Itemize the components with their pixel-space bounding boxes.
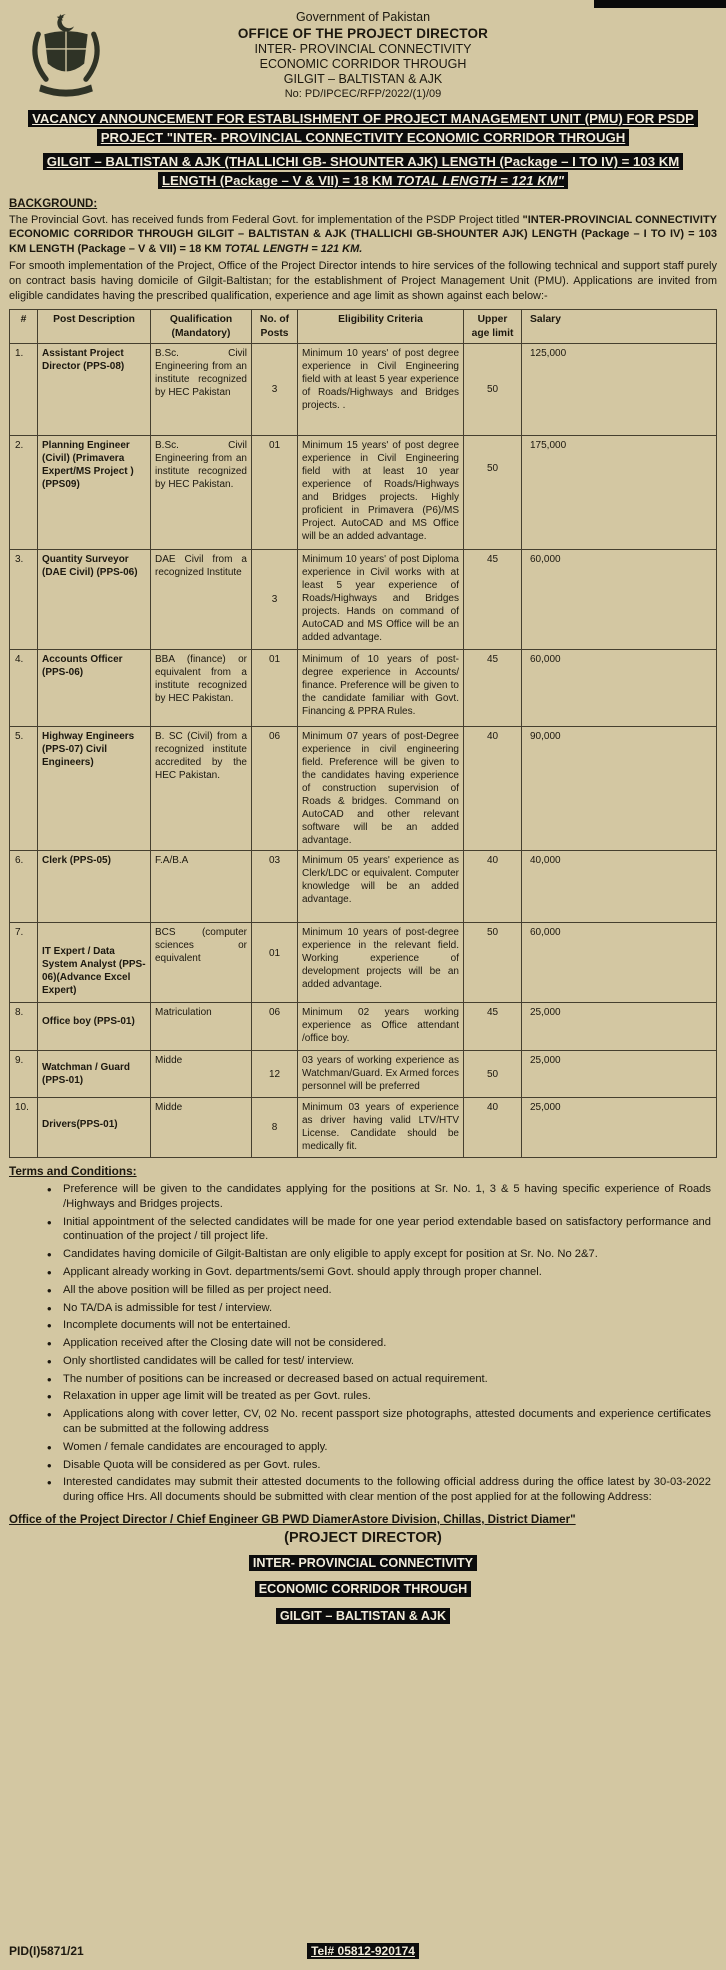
cell-criteria: Minimum 07 years of post-Degree experience in civil engineering field. Preference will be given to the candidates having experience of construction supervision of Roads & bridges. Command on AutoCAD and other relevant software will be an added advantage. <box>298 727 464 851</box>
cell-salary: 60,000 <box>522 650 717 727</box>
project-length-total: TOTAL LENGTH = 121 KM" <box>396 173 564 189</box>
vacancy-title-block <box>19 109 707 147</box>
cell-post: Office boy (PPS-01) <box>38 1003 151 1051</box>
cell-age: 50 <box>464 344 522 436</box>
cell-post: Watchman / Guard (PPS-01) <box>38 1051 151 1098</box>
column-header: Qualification (Mandatory) <box>151 310 252 344</box>
term-item: • Interested candidates may submit their attested documents to the following official address during the office latest by 30-03-2022 during office Hrs. All documents should be submitted with clear mention of the post applied for at the following Address: <box>47 1475 711 1505</box>
cell-posts: 3 <box>252 550 298 650</box>
cell-posts: 06 <box>252 727 298 851</box>
cell-post: Assistant Project Director (PPS-08) <box>38 344 151 436</box>
table-row <box>10 344 717 436</box>
cell-qualification: Matriculation <box>151 1003 252 1051</box>
table-row <box>10 1051 717 1098</box>
cell-criteria: Minimum of 10 years of post-degree experience in Accounts/ finance. Preference will be given to the candidate familiar with Govt. Financing & PPRA Rules. <box>298 650 464 727</box>
cell-sn: 6. <box>10 851 38 923</box>
table-row <box>10 923 717 1003</box>
term-item: • All the above position will be filled as per project need. <box>47 1283 711 1298</box>
term-item: • No TA/DA is admissible for test / interview. <box>47 1301 711 1316</box>
footer-highlight-lines <box>9 1550 717 1629</box>
table-row <box>10 1003 717 1051</box>
header-line-3: GILGIT – BALTISTAN & AJK <box>283 72 443 86</box>
terms-heading: Terms and Conditions: <box>9 1164 137 1179</box>
project-director-signature: (PROJECT DIRECTOR) <box>284 1529 442 1546</box>
cell-post: Clerk (PPS-05) <box>38 851 151 923</box>
cell-criteria: Minimum 10 years' of post Diploma experience in Civil works with at least 5 year experience of Roads/Highways and Bridges projects. Hands on command of AutoCAD and MS Office will be an added advantage. <box>298 550 464 650</box>
background-para-1-project-title: "INTER-PROVINCIAL CONNECTIVITY ECONOMIC CORRIDOR THROUGH GILGIT – BALTISTAN & AJK (THALLICHI GB-SHOUNTER AJK) LENGTH (Package – I TO IV) = 103 KM LENGTH (Package – V & VII) = 18 KM <box>9 213 717 255</box>
telephone-number: Tel# 05812-920174 <box>307 1943 419 1959</box>
terms-list <box>47 1182 717 1505</box>
cell-posts: 03 <box>252 851 298 923</box>
cell-age: 50 <box>464 923 522 1003</box>
cell-post: Quantity Surveyor (DAE Civil) (PPS-06) <box>38 550 151 650</box>
column-header: No. of Posts <box>252 310 298 344</box>
cell-salary: 175,000 <box>522 436 717 550</box>
term-item: • Relaxation in upper age limit will be treated as per Govt. rules. <box>47 1389 711 1404</box>
cell-sn: 7. <box>10 923 38 1003</box>
vacancy-title-text: VACANCY ANNOUNCEMENT FOR ESTABLISHMENT OF PROJECT MANAGEMENT UNIT (PMU) FOR PSDP PROJECT "INTER- PROVINCIAL CONNECTIVITY ECONOMIC CORRIDOR THROUGH <box>28 110 698 146</box>
submission-address: Office of the Project Director / Chief Engineer GB PWD DiamerAstore Division, Chillas, District Diamer" <box>9 1512 576 1526</box>
footer-hl-line-3: GILGIT – BALTISTAN & AJK <box>276 1608 450 1624</box>
cell-qualification: Midde <box>151 1098 252 1158</box>
header-line-2: ECONOMIC CORRIDOR THROUGH <box>259 57 467 71</box>
term-item: • Women / female candidates are encouraged to apply. <box>47 1440 711 1455</box>
telephone-wrap <box>159 1944 567 1958</box>
government-line: Government of Pakistan <box>295 10 431 24</box>
cell-qualification: B.Sc. Civil Engineering from an institute recognized by HEC Pakistan <box>151 344 252 436</box>
cell-criteria: Minimum 10 years' of post degree experience in Civil Engineering field with at least 5 year experience of Roads/Highways and Bridges projects. . <box>298 344 464 436</box>
table-row <box>10 650 717 727</box>
cell-salary: 60,000 <box>522 550 717 650</box>
term-item: • Applications along with cover letter, CV, 02 No. recent passport size photographs, attested documents and experience certificates can be submitted at the following address <box>47 1407 711 1437</box>
table-row <box>10 436 717 550</box>
table-row <box>10 851 717 923</box>
cell-age: 40 <box>464 851 522 923</box>
term-item: • Incomplete documents will not be entertained. <box>47 1318 711 1333</box>
page-header <box>9 6 717 106</box>
term-item: • Candidates having domicile of Gilgit-Baltistan are only eligible to apply except for position at Sr. No. No 2&7. <box>47 1247 711 1262</box>
cell-salary: 25,000 <box>522 1003 717 1051</box>
cell-sn: 2. <box>10 436 38 550</box>
cell-post: Planning Engineer (Civil) (Primavera Expert/MS Project ) (PPS09) <box>38 436 151 550</box>
term-item: • Preference will be given to the candidates applying for the positions at Sr. No. 1, 3 & 5 having specific experience of Roads /Highways and Bridges projects. <box>47 1182 711 1212</box>
cell-posts: 12 <box>252 1051 298 1098</box>
background-para-1-total-length: TOTAL LENGTH = 121 KM. <box>224 242 363 255</box>
column-header: Upper age limit <box>464 310 522 344</box>
cell-salary: 40,000 <box>522 851 717 923</box>
vacancy-table-head-row <box>10 310 717 344</box>
cell-sn: 9. <box>10 1051 38 1098</box>
cell-criteria: 03 years of working experience as Watchman/Guard. Ex Armed forces personnel will be preferred <box>298 1051 464 1098</box>
cell-post: Drivers(PPS-01) <box>38 1098 151 1158</box>
vacancy-table <box>9 309 717 1158</box>
term-item: • The number of positions can be increased or decreased based on actual requirement. <box>47 1372 711 1387</box>
cell-post: Accounts Officer (PPS-06) <box>38 650 151 727</box>
cell-criteria: Minimum 05 years' experience as Clerk/LDC or equivalent. Computer knowledge will be an added advantage. <box>298 851 464 923</box>
project-length-main: GILGIT – BALTISTAN & AJK (THALLICHI GB- SHOUNTER AJK) LENGTH (Package – I TO IV) = 103 KM LENGTH (Package – V & VII) = 18 KM <box>46 154 680 189</box>
cell-criteria: Minimum 02 years working experience as Office attendant /office boy. <box>298 1003 464 1051</box>
terms-section <box>9 1164 717 1508</box>
cell-qualification: BBA (finance) or equivalent from a institute recognized by HEC Pakistan. <box>151 650 252 727</box>
column-header: Post Description <box>38 310 151 344</box>
office-title: OFFICE OF THE PROJECT DIRECTOR <box>237 26 489 41</box>
cell-criteria: Minimum 15 years' of post degree experience in Civil Engineering field with at least 10 year experience of Roads/Highways and Bridges projects. Highly proficient in Primavera (P6)/MS Project. AutoCAD and MS Office will be an added advantage. <box>298 436 464 550</box>
reference-number: No: PD/IPCEC/RFP/2022/(1)/09 <box>284 88 442 100</box>
table-row <box>10 1098 717 1158</box>
cell-posts: 01 <box>252 436 298 550</box>
cell-age: 45 <box>464 650 522 727</box>
cell-sn: 8. <box>10 1003 38 1051</box>
term-item: • Applicant already working in Govt. departments/semi Govt. should apply through proper channel. <box>47 1265 711 1280</box>
cell-posts: 01 <box>252 650 298 727</box>
cell-age: 40 <box>464 1098 522 1158</box>
column-header: # <box>10 310 38 344</box>
table-row <box>10 550 717 650</box>
table-row <box>10 727 717 851</box>
cell-qualification: DAE Civil from a recognized Institute <box>151 550 252 650</box>
pid-number: PID(I)5871/21 <box>9 1944 84 1958</box>
cell-salary: 25,000 <box>522 1098 717 1158</box>
background-para-1-intro: The Provincial Govt. has received funds from Federal Govt. for implementation of the PSDP Project titled <box>9 213 523 226</box>
cell-qualification: Midde <box>151 1051 252 1098</box>
term-item: • Application received after the Closing date will not be considered. <box>47 1336 711 1351</box>
cell-sn: 10. <box>10 1098 38 1158</box>
cell-qualification: B. SC (Civil) from a recognized institute accredited by the HEC Pakistan. <box>151 727 252 851</box>
footer-hl-line-2: ECONOMIC CORRIDOR THROUGH <box>255 1581 472 1597</box>
background-section <box>9 198 717 304</box>
term-item: • Only shortlisted candidates will be called for test/ interview. <box>47 1354 711 1369</box>
column-header: Eligibility Criteria <box>298 310 464 344</box>
cell-age: 45 <box>464 550 522 650</box>
background-heading: BACKGROUND: <box>9 197 98 210</box>
vacancy-table-body <box>10 344 717 1158</box>
column-header: Salary <box>522 310 717 344</box>
cell-criteria: Minimum 03 years of experience as driver having valid LTV/HTV License. Candidate should be medically fit. <box>298 1098 464 1158</box>
cell-age: 45 <box>464 1003 522 1051</box>
cell-age: 50 <box>464 436 522 550</box>
term-item: • Disable Quota will be considered as per Govt. rules. <box>47 1458 711 1473</box>
footer-bottom-row <box>9 1944 717 1958</box>
cell-salary: 90,000 <box>522 727 717 851</box>
term-item: • Initial appointment of the selected candidates will be made for one year period extendable based on satisfactory performance and continuation of the project / till project life. <box>47 1215 711 1245</box>
project-length-block <box>19 152 707 190</box>
background-para-2: For smooth implementation of the Project, Office of the Project Director intends to hire services of the following technical and support staff purely on contract basis having domicile of Gilgit-Baltistan; for the establishment of Project Management Unit (PMU). Applications are invited from eligible candidates having the prescribed qualification, experience and age limit as shown against each below:- <box>9 260 717 302</box>
cell-sn: 1. <box>10 344 38 436</box>
project-length-text <box>43 153 683 189</box>
cell-age: 40 <box>464 727 522 851</box>
cell-age: 50 <box>464 1051 522 1098</box>
cell-sn: 4. <box>10 650 38 727</box>
cell-posts: 06 <box>252 1003 298 1051</box>
cell-post: Highway Engineers (PPS-07) Civil Engineers) <box>38 727 151 851</box>
background-para-1 <box>9 213 717 257</box>
cell-salary: 25,000 <box>522 1051 717 1098</box>
cell-criteria: Minimum 10 years of post-degree experience in the relevant field. Working experience of development projects will be an added advantage. <box>298 923 464 1003</box>
cell-salary: 125,000 <box>522 344 717 436</box>
header-line-1: INTER- PROVINCIAL CONNECTIVITY <box>254 42 472 56</box>
footer-hl-line-1: INTER- PROVINCIAL CONNECTIVITY <box>249 1555 477 1571</box>
pakistan-emblem-logo <box>27 8 105 102</box>
cell-sn: 5. <box>10 727 38 851</box>
cell-qualification: BCS (computer sciences or equivalent <box>151 923 252 1003</box>
cell-posts: 01 <box>252 923 298 1003</box>
cell-qualification: B.Sc. Civil Engineering from an institute recognized by HEC Pakistan. <box>151 436 252 550</box>
cell-salary: 60,000 <box>522 923 717 1003</box>
cell-post: IT Expert / Data System Analyst (PPS-06)(Advance Excel Expert) <box>38 923 151 1003</box>
cell-posts: 8 <box>252 1098 298 1158</box>
cell-qualification: F.A/B.A <box>151 851 252 923</box>
cell-sn: 3. <box>10 550 38 650</box>
cell-posts: 3 <box>252 344 298 436</box>
